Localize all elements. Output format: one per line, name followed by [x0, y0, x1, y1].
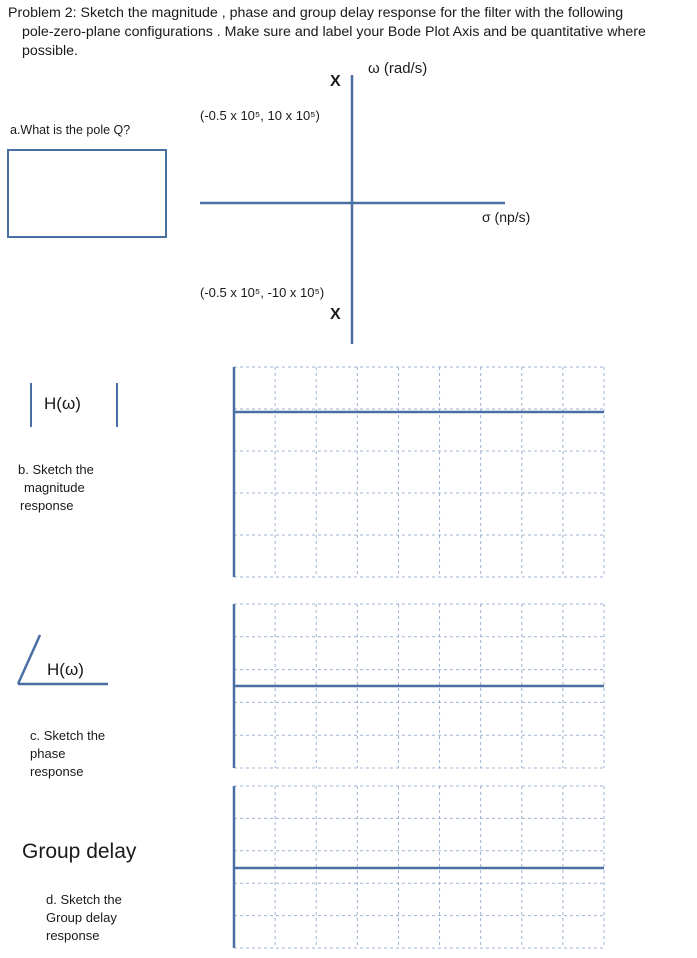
- part-b-line-3: response: [20, 498, 74, 513]
- problem-line-1: Problem 2: Sketch the magnitude , phase and group delay response for the filter with the following: [8, 5, 624, 21]
- omega-axis-label: ω (rad/s): [368, 60, 428, 77]
- group-delay-grid: [234, 786, 604, 948]
- magnitude-symbol-text: H(ω): [44, 394, 81, 413]
- part-c-instruction: [30, 727, 105, 781]
- part-d-line-1: d. Sketch the: [46, 892, 122, 907]
- part-c-line-2: phase: [30, 746, 66, 761]
- pole-q-question: a.What is the pole Q?: [10, 123, 131, 137]
- part-c-line-3: response: [30, 764, 84, 779]
- sigma-axis-label: σ (np/s): [482, 209, 531, 225]
- pole-top-coordinate: (-0.5 x 10⁵, 10 x 10⁵): [200, 108, 320, 123]
- part-d-instruction: [46, 891, 122, 945]
- phase-symbol: [15, 633, 110, 683]
- abs-bar-left: [30, 383, 32, 427]
- pole-bottom-coordinate: (-0.5 x 10⁵, -10 x 10⁵): [200, 285, 325, 300]
- magnitude-grid: [234, 367, 604, 577]
- phase-symbol-text: H(ω): [47, 660, 84, 679]
- pole-marker-top: X: [330, 73, 341, 90]
- part-c-line-1: c. Sketch the: [30, 728, 106, 743]
- magnitude-symbol: [30, 383, 118, 427]
- group-delay-title: Group delay: [22, 840, 137, 863]
- part-b-line-1: b. Sketch the: [18, 462, 94, 477]
- problem-line-2: pole-zero-plane configurations . Make sure and label your Bode Plot Axis and be quantitative where: [22, 24, 646, 40]
- pole-marker-bottom: X: [330, 306, 341, 323]
- part-b-instruction: [18, 461, 94, 515]
- part-d-line-3: response: [46, 928, 100, 943]
- phase-grid: [234, 604, 604, 768]
- part-d-line-2: Group delay: [46, 910, 117, 925]
- pole-q-answer-box[interactable]: [7, 149, 167, 238]
- abs-bar-right: [116, 383, 118, 427]
- part-b-line-2: magnitude: [24, 480, 85, 495]
- problem-line-3: possible.: [22, 43, 78, 59]
